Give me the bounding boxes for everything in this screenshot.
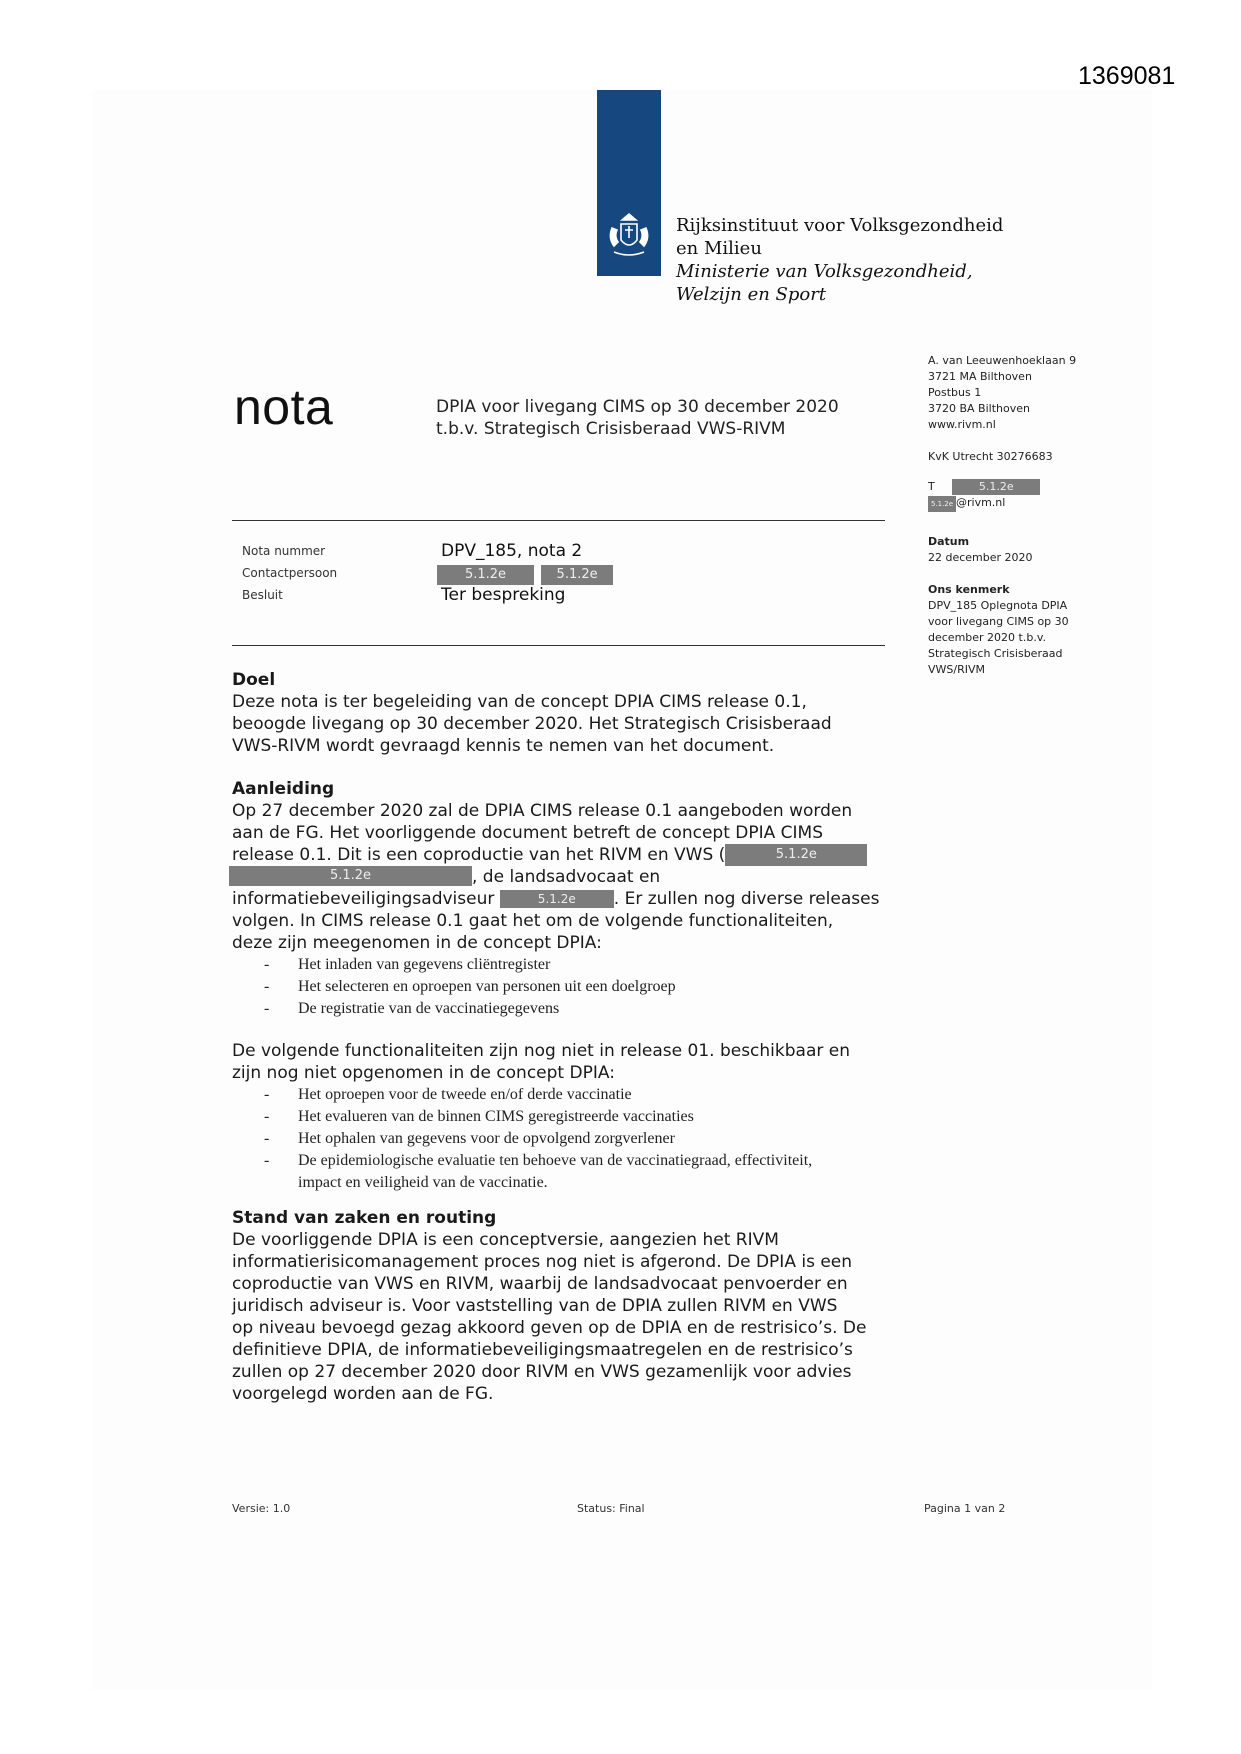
redaction-box: 5.1.2e (229, 866, 472, 886)
redaction-box: 5.1.2e (928, 496, 956, 512)
list-item-text: Het inladen van gegevens cliëntregister (298, 956, 551, 973)
document-number: 1369081 (1078, 62, 1176, 90)
kenmerk-label: Ons kenmerk (928, 583, 1010, 596)
address-line: Postbus 1 (928, 386, 982, 399)
redaction-box: 5.1.2e (437, 565, 534, 585)
list-item: - Het inladen van gegevens cliëntregister (264, 956, 551, 973)
list-item-text: De registratie van de vaccinatiegegevens (298, 1000, 560, 1017)
section-heading: Doel (232, 670, 276, 690)
org-line-1: Rijksinstituut voor Volksgezondheid (676, 215, 1004, 236)
coat-of-arms-icon (600, 208, 658, 266)
paragraph-line: De volgende functionaliteiten zijn nog niet in release 01. beschikbaar en (232, 1041, 851, 1061)
divider (232, 520, 885, 521)
list-item-text: Het ophalen van gegevens voor de opvolgend zorgverlener (298, 1130, 675, 1147)
ministry-line-2: Welzijn en Sport (676, 284, 827, 305)
stand-section (232, 1207, 932, 1405)
list-item-text: Het oproepen voor de tweede en/of derde vaccinatie (298, 1086, 632, 1103)
kenmerk-value: VWS/RIVM (928, 663, 985, 676)
list-item-text: De epidemiologische evaluatie ten behoeve van de vaccinatiegraad, effectiviteit, (298, 1152, 813, 1169)
address-line: 3721 MA Bilthoven (928, 370, 1032, 383)
footer-page: Pagina 1 van 2 (924, 1502, 1006, 1515)
list-item-continuation (232, 1172, 912, 1194)
footer-status: Status: Final (577, 1502, 645, 1515)
kenmerk-value: DPV_185 Oplegnota DPIA (928, 599, 1068, 612)
paragraph-line: Deze nota is ter begeleiding van de concept DPIA CIMS release 0.1, (232, 692, 807, 712)
list-item-text: Het selecteren en oproepen van personen uit een doelgroep (298, 978, 676, 995)
address-line: A. van Leeuwenhoeklaan 9 (928, 354, 1077, 367)
list-item: - Het oproepen voor de tweede en/of derde vaccinatie (264, 1086, 632, 1103)
redaction-box: 5.1.2e (725, 844, 867, 866)
paragraph-line: deze zijn meegenomen in de concept DPIA: (232, 933, 602, 953)
subject (436, 396, 839, 440)
text-run: , de landsadvocaat en (472, 867, 661, 887)
list-item: - Het evalueren van de binnen CIMS geregistreerde vaccinaties (264, 1108, 694, 1125)
datum-label: Datum (928, 535, 970, 548)
volgende-section (232, 1040, 912, 1194)
paragraph-line: volgen. In CIMS release 0.1 gaat het om de volgende functionaliteiten, (232, 911, 834, 931)
paragraph-line (229, 866, 932, 888)
section-heading: Aanleiding (232, 779, 335, 799)
paragraph-line: aan de FG. Het voorliggende document betreft de concept DPIA CIMS (232, 823, 823, 843)
besluit-label: Besluit (242, 588, 283, 602)
subject-line-2: t.b.v. Strategisch Crisisberaad VWS-RIVM (436, 419, 786, 439)
paragraph-line: voorgelegd worden aan de FG. (232, 1384, 494, 1404)
phone-line (928, 479, 1076, 495)
redaction-box: 5.1.2e (952, 479, 1040, 495)
bullet-list (232, 1084, 912, 1194)
section-heading: Stand van zaken en routing (232, 1208, 497, 1228)
text-run: . Er zullen nog diverse releases (613, 889, 880, 909)
paragraph-line: zullen op 27 december 2020 door RIVM en VWS gezamenlijk voor advies (232, 1362, 852, 1382)
kenmerk-value: Strategisch Crisisberaad (928, 647, 1063, 660)
email-line (928, 495, 1076, 512)
kvk-number: KvK Utrecht 30276683 (928, 450, 1053, 463)
paragraph-line: juridisch adviseur is. Voor vaststelling van de DPIA zullen RIVM en VWS (232, 1296, 838, 1316)
paragraph-line: coproductie van VWS en RIVM, waarbij de landsadvocaat penvoerder en (232, 1274, 848, 1294)
address-column (928, 353, 1076, 678)
list-item: - Het ophalen van gegevens voor de opvolgend zorgverlener (264, 1130, 675, 1147)
list-item: - De epidemiologische evaluatie ten behoeve van de vaccinatiegraad, effectiviteit, (264, 1152, 813, 1169)
aanleiding-section (232, 778, 932, 1020)
doc-type-title: nota (234, 379, 334, 435)
redaction-box: 5.1.2e (500, 890, 614, 908)
org-line-2: en Milieu (676, 238, 762, 259)
contact-label: Contactpersoon (242, 566, 338, 580)
paragraph-line: VWS-RIVM wordt gevraagd kennis te nemen van het document. (232, 736, 775, 756)
address-line: 3720 BA Bilthoven (928, 402, 1030, 415)
list-item: - De registratie van de vaccinatiegegevens (264, 1000, 560, 1017)
redaction-box: 5.1.2e (541, 565, 613, 585)
paragraph-line: beoogde livegang op 30 december 2020. Het Strategisch Crisisberaad (232, 714, 832, 734)
subject-line-1: DPIA voor livegang CIMS op 30 december 2020 (436, 397, 839, 417)
email-domain: @rivm.nl (956, 496, 1006, 509)
paragraph-line (232, 888, 932, 910)
paragraph-line: De voorliggende DPIA is een conceptversie, aangezien het RIVM (232, 1230, 779, 1250)
paragraph-line: zijn nog niet opgenomen in de concept DPIA: (232, 1063, 615, 1083)
bullet-list (232, 954, 932, 1020)
organisation-name (676, 214, 1003, 306)
website-link: www.rivm.nl (928, 418, 996, 431)
paragraph-line: definitieve DPIA, de informatiebeveiligingsmaatregelen en de restrisico’s (232, 1340, 853, 1360)
text-run: informatiebeveiligingsadviseur (232, 889, 495, 909)
footer-version: Versie: 1.0 (232, 1502, 291, 1515)
kenmerk-value: voor livegang CIMS op 30 (928, 615, 1069, 628)
paragraph-line: informatierisicomanagement proces nog niet is afgerond. De DPIA is een (232, 1252, 853, 1272)
divider (232, 645, 885, 646)
phone-prefix: T (928, 480, 935, 493)
list-item-text: impact en veiligheid van de vaccinatie. (298, 1174, 548, 1191)
ministry-line-1: Ministerie van Volksgezondheid, (676, 261, 973, 282)
datum-value: 22 december 2020 (928, 551, 1033, 564)
nummer-label: Nota nummer (242, 544, 326, 558)
doel-section (232, 669, 912, 757)
paragraph-line: op niveau bevoegd gezag akkoord geven op de DPIA en de restrisico’s. De (232, 1318, 867, 1338)
besluit-value: Ter bespreking (441, 585, 566, 605)
list-item-text: Het evalueren van de binnen CIMS geregistreerde vaccinaties (298, 1108, 694, 1125)
kenmerk-value: december 2020 t.b.v. (928, 631, 1046, 644)
contact-value (437, 563, 613, 585)
nummer-value: DPV_185, nota 2 (441, 541, 583, 561)
list-item: - Het selecteren en oproepen van personen uit een doelgroep (264, 978, 676, 995)
text-run: release 0.1. Dit is een coproductie van het RIVM en VWS ( (232, 845, 726, 865)
paragraph-line (232, 844, 932, 866)
paragraph-line: Op 27 december 2020 zal de DPIA CIMS release 0.1 aangeboden worden (232, 801, 853, 821)
